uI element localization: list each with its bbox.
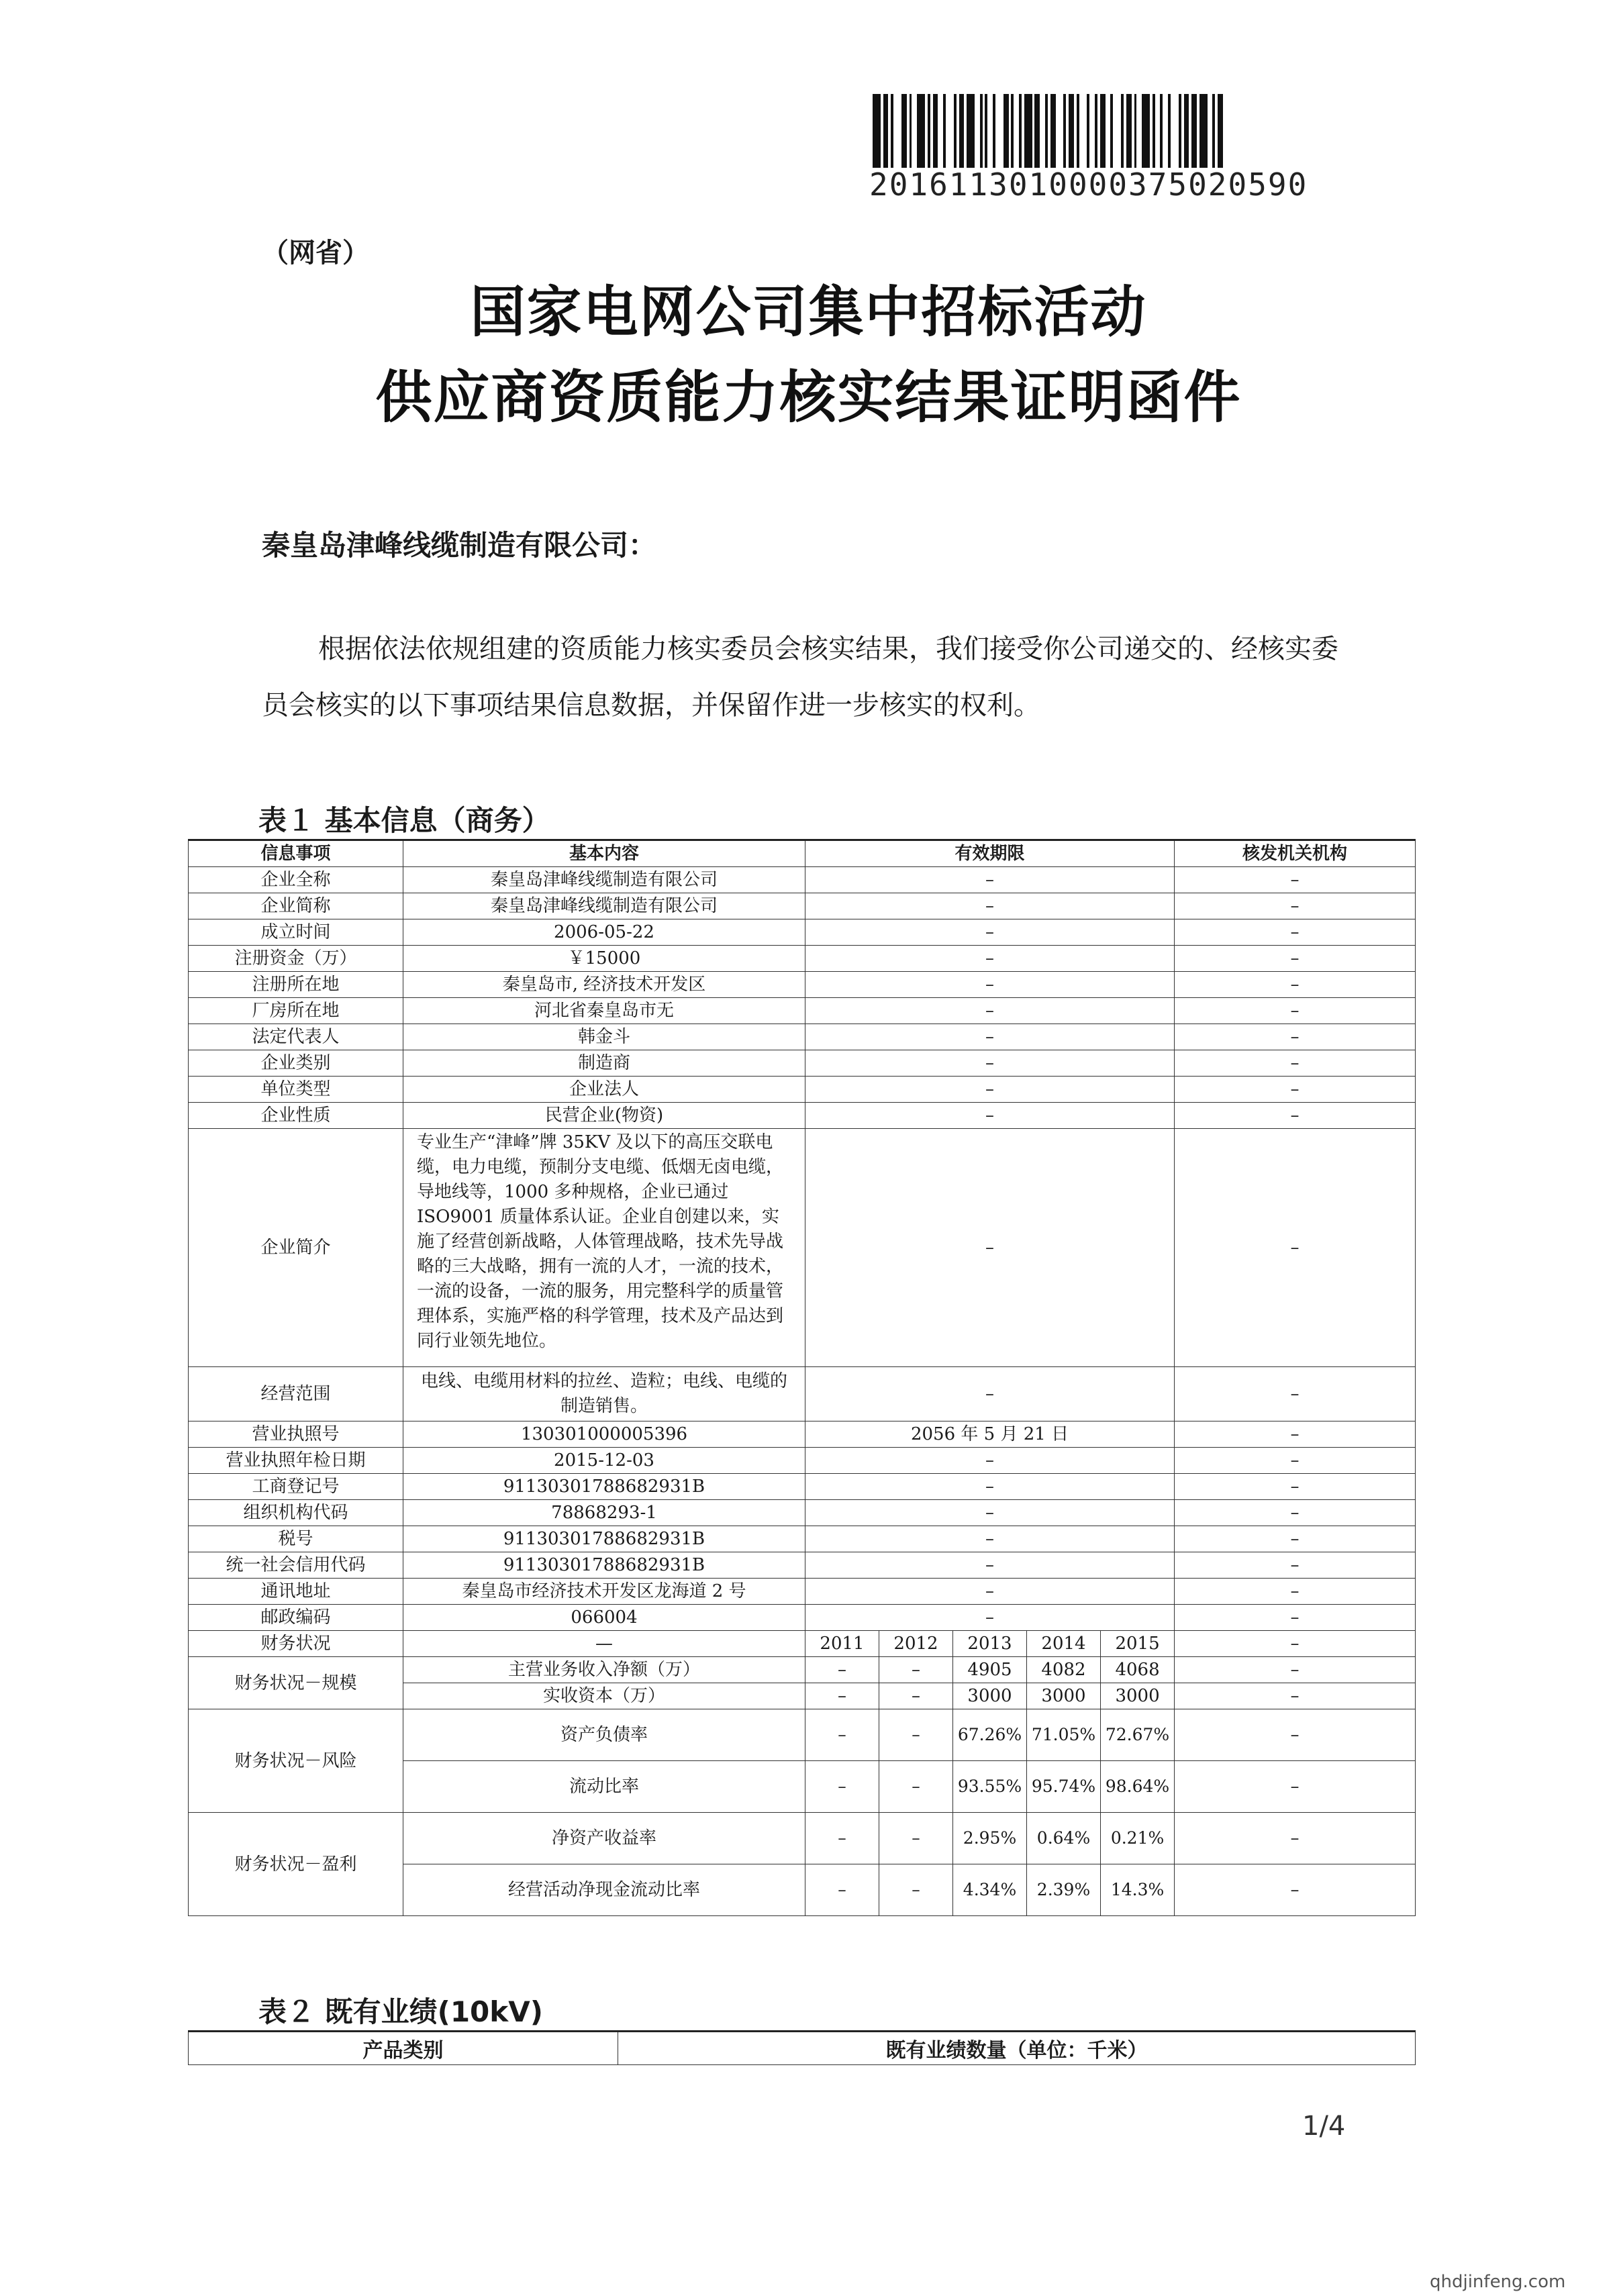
row-content: 秦皇岛市, 经济技术开发区 — [403, 972, 805, 998]
row-content: 91130301788682931B — [403, 1552, 805, 1579]
metric-value: 14.3% — [1101, 1864, 1175, 1916]
table-row — [189, 1367, 1416, 1421]
row-issuer: – — [1175, 972, 1416, 998]
table-row — [189, 1709, 1416, 1761]
row-item: 税号 — [189, 1526, 403, 1552]
row-content: 制造商 — [403, 1050, 805, 1077]
metric-value: 98.64% — [1101, 1761, 1175, 1813]
metric-value: – — [805, 1761, 879, 1813]
basic-info-table — [188, 839, 1416, 1916]
row-validity: – — [805, 867, 1175, 893]
metric-value: 2.95% — [953, 1813, 1027, 1864]
metric-name: 净资产收益率 — [403, 1813, 805, 1864]
row-content: 韩金斗 — [403, 1024, 805, 1050]
row-item: 企业简介 — [189, 1129, 403, 1367]
metric-value: 2.39% — [1027, 1864, 1101, 1916]
row-issuer: – — [1175, 1050, 1416, 1077]
row-item: 营业执照年检日期 — [189, 1448, 403, 1474]
metric-value: 3000 — [1101, 1683, 1175, 1709]
row-validity: – — [805, 1129, 1175, 1367]
row-validity: 2056 年 5 月 21 日 — [805, 1421, 1175, 1448]
row-item: 经营范围 — [189, 1367, 403, 1421]
barcode-number: 2016113010000375020590 — [869, 166, 1308, 203]
row-validity: – — [805, 1077, 1175, 1103]
metric-name: 经营活动净现金流动比率 — [403, 1864, 805, 1916]
table-row — [189, 972, 1416, 998]
metric-name: 资产负债率 — [403, 1709, 805, 1761]
table-row — [189, 946, 1416, 972]
metric-value: 0.21% — [1101, 1813, 1175, 1864]
header-issuer: 核发机关机构 — [1175, 840, 1416, 867]
table-row — [189, 867, 1416, 893]
table-row — [189, 1579, 1416, 1605]
finance-group: 财务状况－风险 — [189, 1709, 403, 1813]
row-issuer: – — [1175, 1421, 1416, 1448]
document-title-line1: 国家电网公司集中招标活动 — [470, 281, 1147, 344]
metric-value: – — [879, 1864, 953, 1916]
metric-name: 流动比率 — [403, 1761, 805, 1813]
row-issuer: – — [1175, 1448, 1416, 1474]
row-issuer: – — [1175, 1526, 1416, 1552]
document-title-line2: 供应商资质能力核实结果证明函件 — [375, 364, 1242, 430]
table-row — [189, 1631, 1416, 1657]
row-item: 注册资金（万） — [189, 946, 403, 972]
row-content: 秦皇岛津峰线缆制造有限公司 — [403, 867, 805, 893]
row-issuer: – — [1175, 1500, 1416, 1526]
row-item: 企业全称 — [189, 867, 403, 893]
row-item: 通讯地址 — [189, 1579, 403, 1605]
table-row — [189, 1103, 1416, 1129]
row-item: 企业类别 — [189, 1050, 403, 1077]
row-validity: – — [805, 1448, 1175, 1474]
table-row — [189, 919, 1416, 946]
metric-value: – — [805, 1709, 879, 1761]
row-issuer: – — [1175, 1657, 1416, 1683]
row-content: 91130301788682931B — [403, 1474, 805, 1500]
row-issuer: – — [1175, 1761, 1416, 1813]
metric-name: 实收资本（万） — [403, 1683, 805, 1709]
row-issuer: – — [1175, 946, 1416, 972]
table-header-row — [189, 840, 1416, 867]
table-row — [189, 998, 1416, 1024]
row-issuer: – — [1175, 1709, 1416, 1761]
row-item: 邮政编码 — [189, 1605, 403, 1631]
metric-value: 95.74% — [1027, 1761, 1101, 1813]
row-content: 专业生产“津峰”牌 35KV 及以下的高压交联电缆，电力电缆，预制分支电缆、低烟无卤电缆，导地线等，1000 多种规格，企业已通过 ISO9001 质量体系认证。企业自创建以来，实施了经营创新战略，人体管理战略，技术先导战略的三大战略，拥有一流的人才，一流的技术，一流的设备，一流的服务，用完整科学的质量管理体系，实施严格的科学管理，技术及产品达到同行业领先地位。 — [403, 1129, 805, 1367]
row-item: 营业执照号 — [189, 1421, 403, 1448]
header-performance-quantity: 既有业绩数量（单位：千米） — [618, 2032, 1416, 2065]
row-content: 130301000005396 — [403, 1421, 805, 1448]
salutation: 秦皇岛津峰线缆制造有限公司： — [262, 529, 657, 562]
row-content: 78868293-1 — [403, 1500, 805, 1526]
row-item: 成立时间 — [189, 919, 403, 946]
metric-value: – — [879, 1813, 953, 1864]
metric-value: 3000 — [1027, 1683, 1101, 1709]
row-issuer: – — [1175, 919, 1416, 946]
watermark: qhdjinfeng.com — [1430, 2272, 1566, 2292]
row-validity: – — [805, 1552, 1175, 1579]
row-validity: – — [805, 1474, 1175, 1500]
row-content: 秦皇岛津峰线缆制造有限公司 — [403, 893, 805, 919]
year-cell: 2012 — [879, 1631, 953, 1657]
row-validity: – — [805, 946, 1175, 972]
table-row — [189, 1500, 1416, 1526]
metric-value: – — [805, 1657, 879, 1683]
row-validity: – — [805, 1605, 1175, 1631]
row-issuer: – — [1175, 998, 1416, 1024]
row-validity: – — [805, 1500, 1175, 1526]
row-issuer: – — [1175, 1367, 1416, 1421]
table-row — [189, 1024, 1416, 1050]
row-issuer: – — [1175, 1683, 1416, 1709]
table2-caption: 表２ 既有业绩(10kV) — [258, 1995, 543, 2028]
metric-value: 71.05% — [1027, 1709, 1101, 1761]
row-validity: – — [805, 1579, 1175, 1605]
table-row — [189, 893, 1416, 919]
table-row — [189, 1657, 1416, 1683]
year-cell: 2013 — [953, 1631, 1027, 1657]
row-issuer: – — [1175, 1103, 1416, 1129]
metric-value: – — [805, 1813, 879, 1864]
metric-value: 4068 — [1101, 1657, 1175, 1683]
row-validity: – — [805, 1103, 1175, 1129]
row-content: 河北省秦皇岛市无 — [403, 998, 805, 1024]
table-row — [189, 1474, 1416, 1500]
row-content: 民营企业(物资) — [403, 1103, 805, 1129]
metric-value: 4905 — [953, 1657, 1027, 1683]
row-content: 秦皇岛市经济技术开发区龙海道 2 号 — [403, 1579, 805, 1605]
row-item: 注册所在地 — [189, 972, 403, 998]
row-issuer: – — [1175, 1129, 1416, 1367]
table-row — [189, 1129, 1416, 1367]
row-item: 厂房所在地 — [189, 998, 403, 1024]
table-row — [189, 1605, 1416, 1631]
metric-value: 4.34% — [953, 1864, 1027, 1916]
row-issuer: – — [1175, 1474, 1416, 1500]
row-content: 066004 — [403, 1605, 805, 1631]
performance-table — [188, 2030, 1416, 2065]
row-issuer: – — [1175, 1024, 1416, 1050]
row-content: 91130301788682931B — [403, 1526, 805, 1552]
metric-value: – — [805, 1683, 879, 1709]
metric-value: 3000 — [953, 1683, 1027, 1709]
metric-name: 主营业务收入净额（万） — [403, 1657, 805, 1683]
metric-value: 0.64% — [1027, 1813, 1101, 1864]
row-item: 财务状况 — [189, 1631, 403, 1657]
page-number: 1/4 — [1302, 2111, 1346, 2142]
row-item: 单位类型 — [189, 1077, 403, 1103]
row-issuer: – — [1175, 1631, 1416, 1657]
row-item: 法定代表人 — [189, 1024, 403, 1050]
table-row — [189, 1050, 1416, 1077]
row-issuer: – — [1175, 1864, 1416, 1916]
table-row — [189, 1421, 1416, 1448]
row-issuer: – — [1175, 867, 1416, 893]
row-item: 统一社会信用代码 — [189, 1552, 403, 1579]
table-row — [189, 1448, 1416, 1474]
row-item: 企业性质 — [189, 1103, 403, 1129]
header-content: 基本内容 — [403, 840, 805, 867]
row-issuer: – — [1175, 1579, 1416, 1605]
header-item: 信息事项 — [189, 840, 403, 867]
metric-value: – — [879, 1657, 953, 1683]
row-issuer: – — [1175, 1077, 1416, 1103]
finance-group: 财务状况－盈利 — [189, 1813, 403, 1916]
intro-paragraph: 根据依法依规组建的资质能力核实委员会核实结果，我们接受你公司递交的、经核实委员会核实的以下事项结果信息数据，并保留作进一步核实的权利。 — [262, 634, 1338, 721]
row-validity: – — [805, 998, 1175, 1024]
barcode — [873, 94, 1342, 168]
row-issuer: – — [1175, 1552, 1416, 1579]
row-content: 企业法人 — [403, 1077, 805, 1103]
row-validity: – — [805, 1024, 1175, 1050]
metric-value: 72.67% — [1101, 1709, 1175, 1761]
table-row — [189, 1552, 1416, 1579]
row-content: — — [403, 1631, 805, 1657]
table1-caption: 表１ 基本信息（商务） — [258, 804, 550, 837]
year-cell: 2011 — [805, 1631, 879, 1657]
table-row — [189, 1077, 1416, 1103]
metric-value: – — [879, 1761, 953, 1813]
table-row — [189, 1526, 1416, 1552]
row-content: 电线、电缆用材料的拉丝、造粒；电线、电缆的制造销售。 — [403, 1367, 805, 1421]
finance-group: 财务状况－规模 — [189, 1657, 403, 1709]
table-row — [189, 1813, 1416, 1864]
row-issuer: – — [1175, 1605, 1416, 1631]
metric-value: 93.55% — [953, 1761, 1027, 1813]
metric-value: – — [805, 1864, 879, 1916]
metric-value: 67.26% — [953, 1709, 1027, 1761]
year-cell: 2015 — [1101, 1631, 1175, 1657]
province-tag: （网省） — [262, 237, 369, 268]
row-content: 2015-12-03 — [403, 1448, 805, 1474]
row-item: 组织机构代码 — [189, 1500, 403, 1526]
row-content: 2006-05-22 — [403, 919, 805, 946]
row-item: 工商登记号 — [189, 1474, 403, 1500]
row-validity: – — [805, 893, 1175, 919]
row-content: ￥15000 — [403, 946, 805, 972]
header-product-category: 产品类别 — [189, 2032, 618, 2065]
metric-value: – — [879, 1683, 953, 1709]
row-issuer: – — [1175, 893, 1416, 919]
row-item: 企业简称 — [189, 893, 403, 919]
table-header-row — [189, 2032, 1416, 2065]
row-validity: – — [805, 1367, 1175, 1421]
row-issuer: – — [1175, 1813, 1416, 1864]
row-validity: – — [805, 972, 1175, 998]
row-validity: – — [805, 919, 1175, 946]
metric-value: – — [879, 1709, 953, 1761]
metric-value: 4082 — [1027, 1657, 1101, 1683]
row-validity: – — [805, 1526, 1175, 1552]
year-cell: 2014 — [1027, 1631, 1101, 1657]
header-validity: 有效期限 — [805, 840, 1175, 867]
row-validity: – — [805, 1050, 1175, 1077]
